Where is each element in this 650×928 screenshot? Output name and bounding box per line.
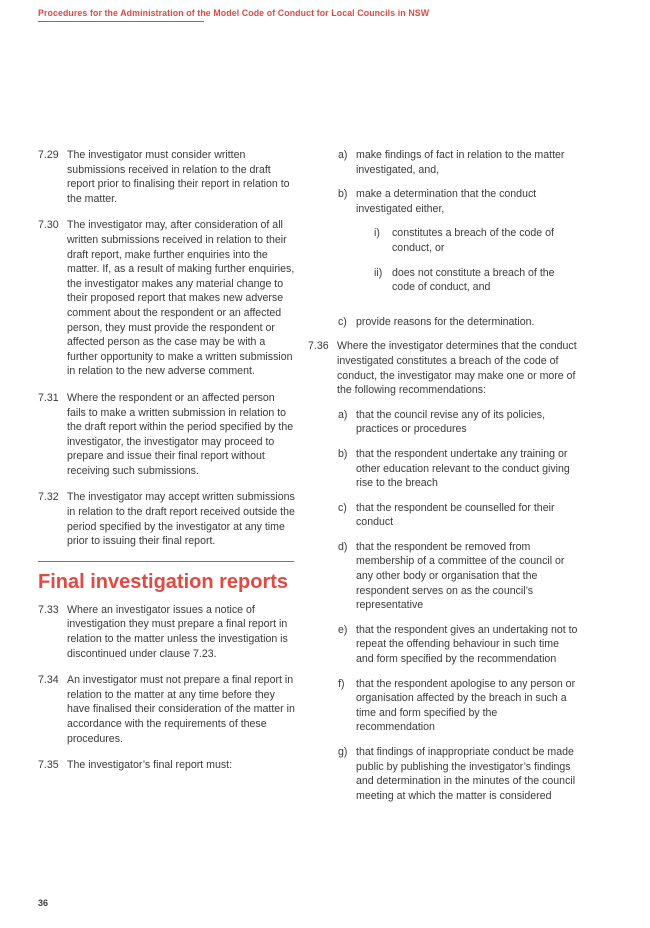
clause-7-34 <box>38 673 296 746</box>
clause-number: 7.35 <box>38 759 59 772</box>
item-label: ii) <box>374 266 383 279</box>
item-text: that findings of inappropriate conduct be made public by publishing the investigator’s findings and determination in the minutes of the council meeting at which the matter is considered <box>356 746 576 802</box>
clause-text: The investigator’s final report must: <box>67 759 233 772</box>
clause-number: 7.30 <box>38 219 59 232</box>
item-text: that the respondent be removed from membership of a committee of the council or any other body or organisation that the respondent serves on as the council’s representative <box>356 540 565 612</box>
item-label: b) <box>338 447 348 460</box>
item-text: does not constitute a breach of the code of conduct, and <box>392 266 555 294</box>
item-label: d) <box>338 540 348 553</box>
item-text: that the respondent be counselled for their conduct <box>356 501 555 529</box>
item-label: f) <box>338 677 345 690</box>
list-item <box>308 148 578 177</box>
clause-number: 7.32 <box>38 491 59 504</box>
clause-7-31 <box>38 391 296 479</box>
list-item <box>308 540 578 613</box>
item-text: that the respondent apologise to any person or organisation affected by the breach in such a time and form specified by the recommendation <box>356 677 576 734</box>
clause-7-35 <box>38 758 296 773</box>
clause-text: Where an investigator issues a notice of investigation they must prepare a final report in relation to the matter unless the investigation is discontinued under clause 7.23. <box>67 603 288 660</box>
clause-number: 7.31 <box>38 391 59 404</box>
clause-text: The investigator may accept written submissions in relation to the draft report received outside the period specified by the investigator at any time prior to issuing their final report. <box>67 491 295 548</box>
clause-number: 7.33 <box>38 603 59 616</box>
item-label: g) <box>338 746 348 758</box>
clause-number: 7.29 <box>38 149 59 161</box>
clause-number: 7.34 <box>38 674 59 687</box>
list-item <box>308 501 578 530</box>
item-text: make a determination that the conduct investigated either, <box>356 188 537 215</box>
item-text: constitutes a breach of the code of conduct, or <box>392 227 554 254</box>
item-label: a) <box>338 408 348 421</box>
clause-text: The investigator may, after consideration of all written submissions received in relation to their draft report, make further enquiries into the matter. If, as a result of making further enquiries, the investigator makes any material change to their proposed report that makes new adverse comment about the respondent or an affected person, they must provide the respondent or affected person as the case may be with a further opportunity to make a written submission in relation to the new adverse comment. <box>67 219 295 378</box>
right-column <box>308 148 578 813</box>
clause-7-33 <box>38 603 296 661</box>
clause-text: An investigator must not prepare a final report in relation to the matter at any time before they have finalised their consideration of the matter in accordance with the requirements of these procedures. <box>67 674 295 745</box>
list-item <box>356 226 578 255</box>
item-text: make findings of fact in relation to the matter investigated, and, <box>356 149 565 176</box>
clause-7-29 <box>38 148 296 206</box>
item-label: c) <box>338 501 347 514</box>
item-label: a) <box>338 149 348 161</box>
list-item <box>308 677 578 735</box>
item-label: i) <box>374 227 380 240</box>
item-label: c) <box>338 315 347 328</box>
list-item <box>308 623 578 667</box>
list-item <box>308 745 578 803</box>
header-rule <box>38 21 204 22</box>
nested-list <box>356 226 578 294</box>
section-heading: Final investigation reports <box>38 570 289 593</box>
item-label: b) <box>338 188 348 201</box>
page-number: 36 <box>38 898 49 908</box>
clause-number: 7.36 <box>308 340 329 353</box>
item-label: e) <box>338 623 348 636</box>
clause-7-32 <box>38 490 296 548</box>
section-rule <box>38 561 294 562</box>
item-text: that the respondent gives an undertaking not to repeat the offending behaviour in such time and form specified by the recommendation <box>356 623 578 666</box>
list-item <box>308 187 578 305</box>
item-text: that the council revise any of its policies, practices or procedures <box>356 408 546 436</box>
list-item <box>356 266 578 295</box>
running-header: Procedures for the Administration of the Model Code of Conduct for Local Councils in NSW <box>38 8 430 18</box>
left-column <box>38 148 296 785</box>
clause-text: The investigator must consider written submissions received in relation to the draft report prior to finalising their report in relation to the matter. <box>67 149 290 205</box>
clause-text: Where the investigator determines that the conduct investigated constitutes a breach of the code of conduct, the investigator may make one or more of the following recommendations: <box>337 340 577 397</box>
clause-7-30 <box>38 218 296 379</box>
list-item <box>308 447 578 491</box>
item-text: that the respondent undertake any training or other education relevant to the conduct giving rise to the breach <box>356 447 570 490</box>
clause-text: Where the respondent or an affected person fails to make a written submission in relation to the draft report within the period specified by the investigator, the investigator may proceed to prepare and issue their final report without receiving such submissions. <box>67 391 294 477</box>
list-item <box>308 315 578 330</box>
list-item <box>308 408 578 437</box>
clause-7-36 <box>308 339 578 397</box>
item-text: provide reasons for the determination. <box>356 315 535 328</box>
